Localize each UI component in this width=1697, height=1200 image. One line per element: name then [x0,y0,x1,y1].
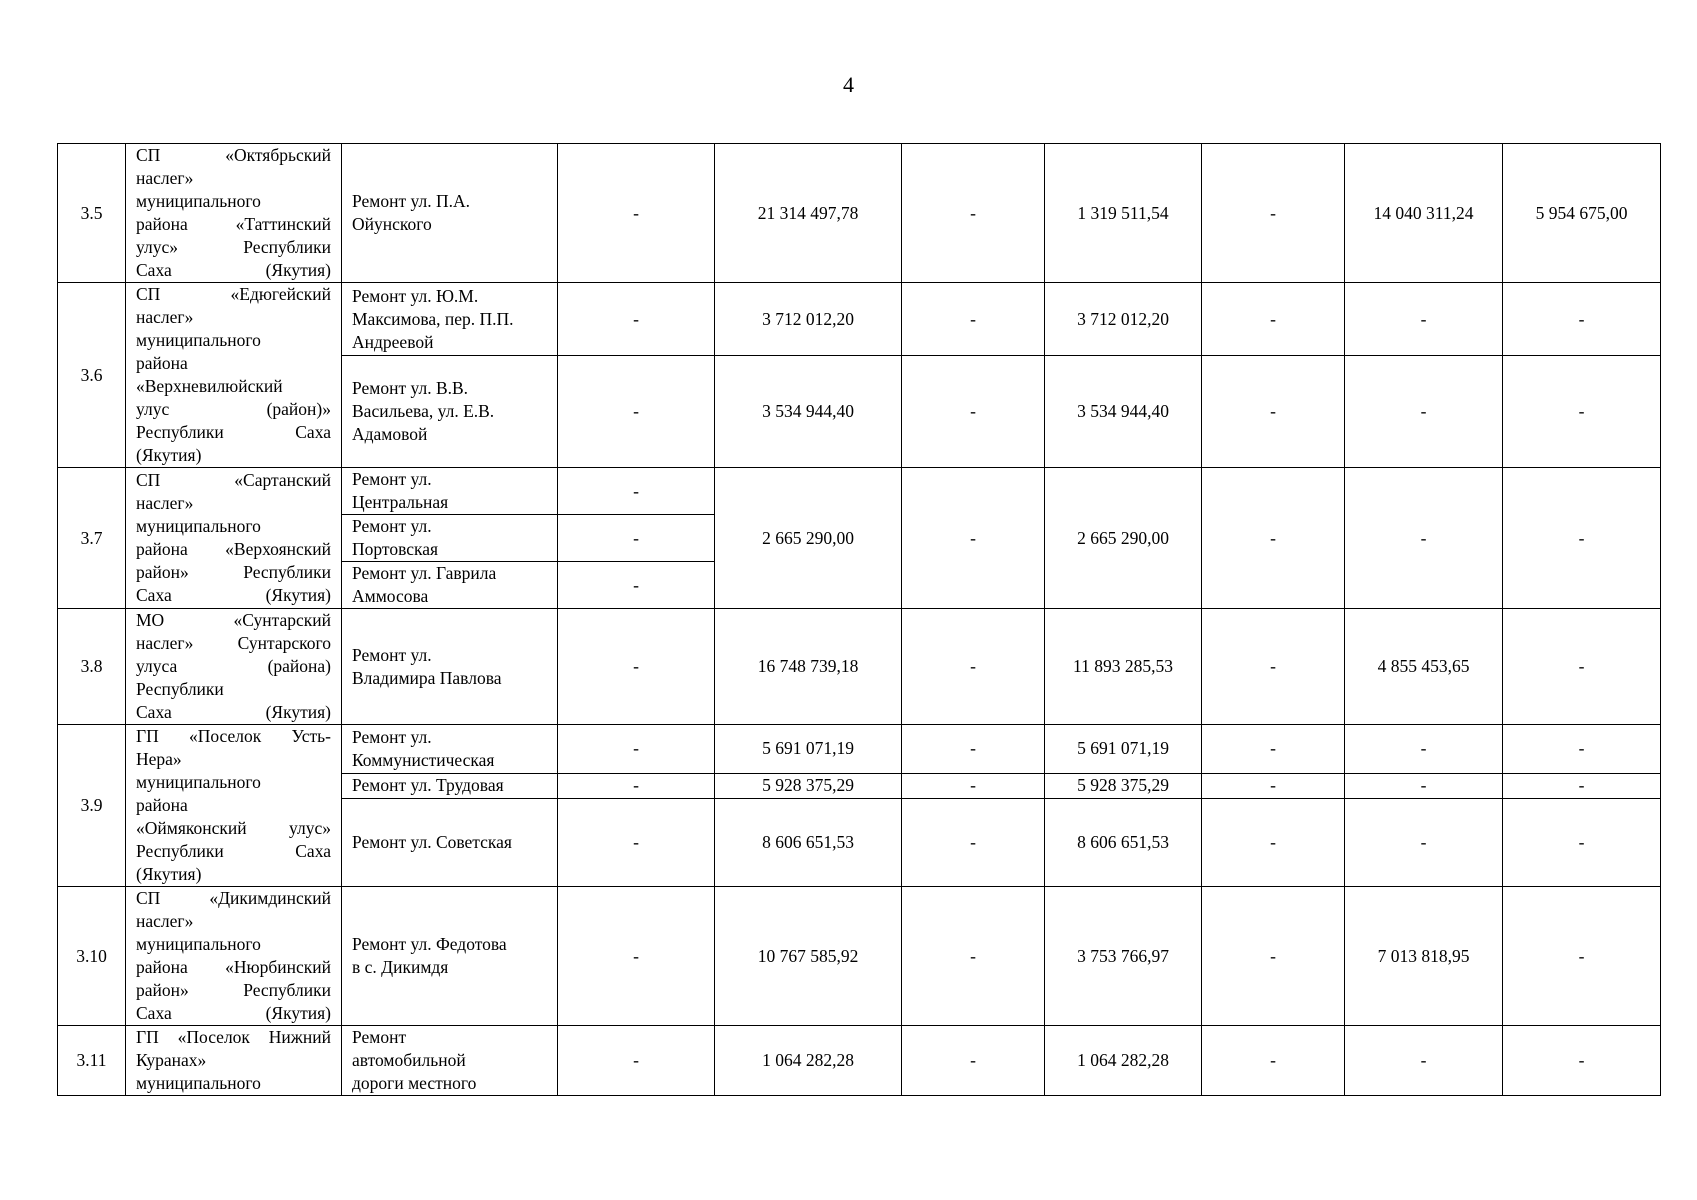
prior-amount: - [558,887,715,1026]
municipality-name-line: муниципального [136,330,261,350]
work-description [342,773,558,798]
prior-amount: - [558,609,715,725]
municipality-name-line: района [136,353,188,373]
republic-amount: 2 665 290,00 [1045,468,1202,609]
municipality-name-line: Нера» [136,749,182,769]
work-description [342,356,558,468]
republic-amount: 8 606 651,53 [1045,798,1202,886]
extra-amount-1: - [1345,283,1503,356]
municipality-name-line: наслег» [136,911,194,931]
municipal-amount: - [1202,609,1345,725]
municipality-name-line: район» Республики [136,562,331,582]
municipality-name-line: улус» Республики [136,237,331,257]
municipality-name-line: район» Республики [136,980,331,1000]
total-amount: 5 928 375,29 [715,773,902,798]
work-description-line: Коммунистическая [352,749,495,770]
table-row [58,725,1661,774]
federal-amount: - [902,356,1045,468]
work-description-line: Ремонт ул. [352,644,432,665]
work-description-line: дороги местного [352,1073,477,1093]
work-description [342,144,558,283]
extra-amount-1: - [1345,468,1503,609]
extra-amount-1: 14 040 311,24 [1345,144,1503,283]
work-description [342,887,558,1026]
page-number: 4 [843,72,854,97]
republic-amount: 1 064 282,28 [1045,1026,1202,1096]
municipality-name-line: наслег» [136,168,194,188]
federal-amount: - [902,773,1045,798]
work-description [342,283,558,356]
row-number: 3.7 [58,468,126,609]
municipality-name-line: (Якутия) [136,864,202,884]
municipality-name-line: района [136,795,188,815]
total-amount: 8 606 651,53 [715,798,902,886]
federal-amount: - [902,468,1045,609]
municipal-amount: - [1202,887,1345,1026]
municipality-name-line: муниципального [136,934,261,954]
municipal-amount: - [1202,283,1345,356]
municipality-name-line: района «Верхоянский [136,539,331,559]
prior-amount: - [558,356,715,468]
municipality-name-line: Саха (Якутия) [136,260,331,280]
municipality-name-line: муниципального [136,772,261,792]
funding-table [57,143,1661,1096]
prior-amount: - [558,515,715,562]
work-description [342,798,558,886]
prior-amount: - [558,144,715,283]
total-amount: 10 767 585,92 [715,887,902,1026]
municipality-name-line: улуса (района) [136,656,331,676]
municipality-name-line: муниципального [136,1073,261,1093]
municipality-name-line: наслег» [136,307,194,327]
municipality-name-line: Республики [136,679,224,699]
municipality-name [126,609,342,725]
municipality-name [126,1026,342,1096]
federal-amount: - [902,887,1045,1026]
republic-amount: 5 691 071,19 [1045,725,1202,774]
municipality-name-line: улус (район)» [136,399,331,419]
municipality-name-line: Куранах» [136,1050,207,1070]
municipality-name [126,144,342,283]
work-description-line: Ремонт ул. Трудовая [352,775,504,796]
table-row [58,1026,1661,1096]
municipality-name [126,887,342,1026]
municipality-name-line: ГП «Поселок Нижний [136,1027,331,1047]
total-amount: 1 064 282,28 [715,1026,902,1096]
municipality-name-line: (Якутия) [136,445,202,465]
total-amount: 16 748 739,18 [715,609,902,725]
row-number: 3.5 [58,144,126,283]
republic-amount: 11 893 285,53 [1045,609,1202,725]
prior-amount: - [558,725,715,774]
municipality-name-line: наслег» Сунтарского [136,633,331,653]
prior-amount: - [558,798,715,886]
work-description [342,725,558,774]
work-description [342,515,558,562]
work-description-line: Центральная [352,492,449,512]
table-row [58,887,1661,1026]
table-row [58,468,1661,515]
work-description-line: Владимира Павлова [352,667,502,688]
municipality-name [126,725,342,887]
municipality-name-line: «Оймяконский улус» [136,818,331,838]
extra-amount-1: - [1345,725,1503,774]
municipality-name-line: муниципального [136,516,261,536]
table-row [58,609,1661,725]
extra-amount-2: - [1503,468,1661,609]
work-description-line: Ремонт ул. [352,726,432,747]
municipality-name-line: района «Таттинский [136,214,331,234]
federal-amount: - [902,1026,1045,1096]
republic-amount: 3 753 766,97 [1045,887,1202,1026]
work-description-line: Максимова, пер. П.П. [352,308,514,329]
extra-amount-2: - [1503,283,1661,356]
work-description [342,468,558,515]
municipality-name-line: МО «Сунтарский [136,610,331,630]
prior-amount: - [558,468,715,515]
municipal-amount: - [1202,725,1345,774]
extra-amount-2: - [1503,356,1661,468]
work-description-line: Ремонт ул. Гаврила [352,563,497,583]
municipal-amount: - [1202,144,1345,283]
municipality-name-line: Саха (Якутия) [136,1003,331,1023]
work-description [342,562,558,609]
table-row [58,144,1661,283]
work-description-line: Портовская [352,539,439,559]
total-amount: 21 314 497,78 [715,144,902,283]
table-row [58,283,1661,356]
extra-amount-1: - [1345,356,1503,468]
extra-amount-2: - [1503,887,1661,1026]
federal-amount: - [902,609,1045,725]
republic-amount: 3 712 012,20 [1045,283,1202,356]
republic-amount: 1 319 511,54 [1045,144,1202,283]
extra-amount-2: - [1503,798,1661,886]
municipality-name-line: Республики Саха [136,841,331,861]
work-description-line: Андреевой [352,331,434,352]
prior-amount: - [558,1026,715,1096]
municipal-amount: - [1202,773,1345,798]
extra-amount-1: 7 013 818,95 [1345,887,1503,1026]
work-description-line: Ремонт ул. [352,516,432,536]
work-description-line: автомобильной [352,1050,466,1070]
work-description [342,609,558,725]
extra-amount-1: - [1345,773,1503,798]
extra-amount-2: 5 954 675,00 [1503,144,1661,283]
republic-amount: 5 928 375,29 [1045,773,1202,798]
municipality-name-line: СП «Дикимдинский [136,888,331,908]
municipality-name-line: СП «Едюгейский [136,284,331,304]
work-description-line: Ремонт ул. Советская [352,831,512,852]
federal-amount: - [902,798,1045,886]
extra-amount-2: - [1503,1026,1661,1096]
prior-amount: - [558,283,715,356]
municipality-name [126,283,342,468]
work-description-line: Ремонт ул. П.А. [352,191,470,211]
row-number: 3.6 [58,283,126,468]
work-description-line: Аммосова [352,586,429,606]
municipality-name-line: «Верхневилюйский [136,376,283,396]
row-number: 3.10 [58,887,126,1026]
row-number: 3.8 [58,609,126,725]
prior-amount: - [558,562,715,609]
municipality-name-line: Саха (Якутия) [136,702,331,722]
municipality-name-line: района «Нюрбинский [136,957,331,977]
municipal-amount: - [1202,468,1345,609]
total-amount: 2 665 290,00 [715,468,902,609]
municipality-name-line: СП «Сартанский [136,470,331,490]
municipal-amount: - [1202,1026,1345,1096]
municipality-name-line: СП «Октябрьский [136,145,331,165]
work-description-line: Ремонт [352,1027,407,1047]
municipal-amount: - [1202,356,1345,468]
work-description-line: Ремонт ул. Ю.М. [352,285,479,306]
extra-amount-2: - [1503,725,1661,774]
republic-amount: 3 534 944,40 [1045,356,1202,468]
extra-amount-1: 4 855 453,65 [1345,609,1503,725]
work-description-line: Адамовой [352,424,428,445]
municipality-name-line: муниципального [136,191,261,211]
extra-amount-1: - [1345,798,1503,886]
total-amount: 3 534 944,40 [715,356,902,468]
extra-amount-2: - [1503,773,1661,798]
extra-amount-2: - [1503,609,1661,725]
prior-amount: - [558,773,715,798]
federal-amount: - [902,725,1045,774]
row-number: 3.9 [58,725,126,887]
work-description-line: Васильева, ул. Е.В. [352,401,495,422]
municipality-name-line: Республики Саха [136,422,331,442]
federal-amount: - [902,144,1045,283]
municipality-name [126,468,342,609]
extra-amount-1: - [1345,1026,1503,1096]
work-description-line: Ремонт ул. Федотова [352,934,507,954]
work-description-line: Ремонт ул. [352,469,432,489]
work-description [342,1026,558,1096]
federal-amount: - [902,283,1045,356]
municipality-name-line: наслег» [136,493,194,513]
row-number: 3.11 [58,1026,126,1096]
municipal-amount: - [1202,798,1345,886]
municipality-name-line: Саха (Якутия) [136,585,331,605]
municipality-name-line: ГП «Поселок Усть- [136,726,331,746]
work-description-line: Ремонт ул. В.В. [352,378,469,399]
work-description-line: Ойунского [352,214,432,234]
work-description-line: в с. Дикимдя [352,957,449,977]
total-amount: 5 691 071,19 [715,725,902,774]
total-amount: 3 712 012,20 [715,283,902,356]
